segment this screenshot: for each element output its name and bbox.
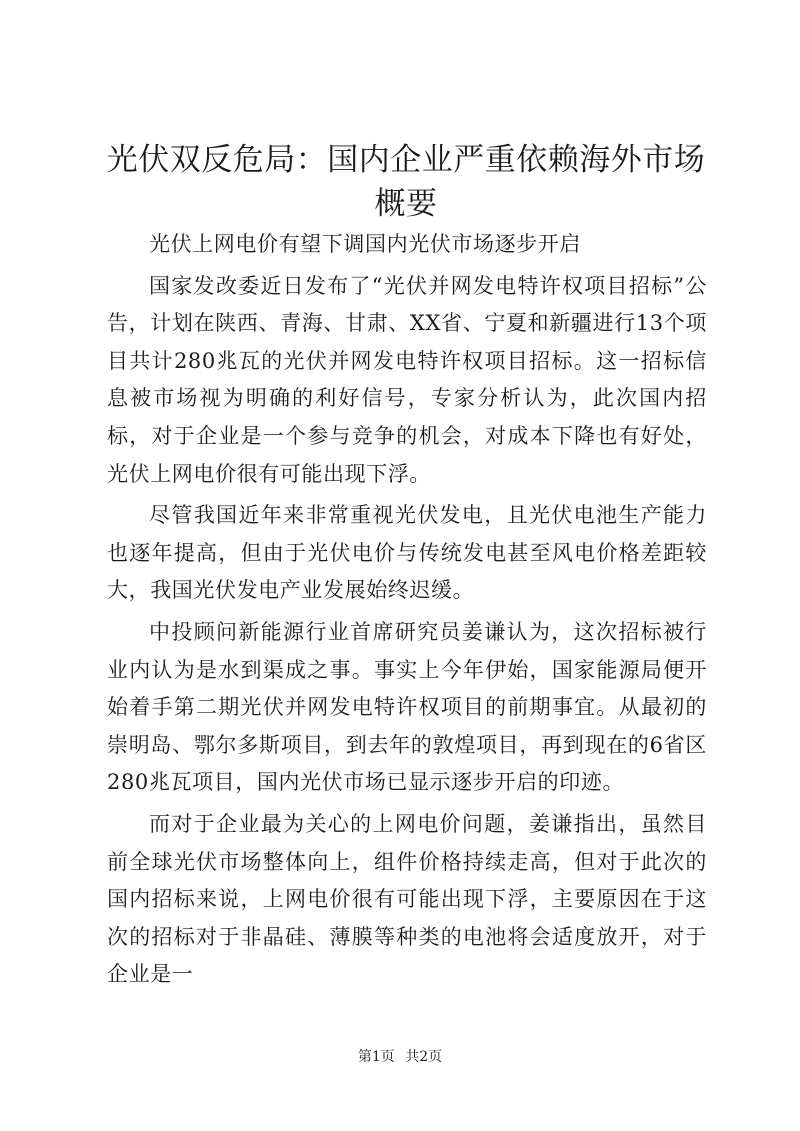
- body-paragraph: 中投顾问新能源行业首席研究员姜谦认为，这次招标被行业内认为是水到渠成之事。事实上今年伊始，国家能源局便开始着手第二期光伏并网发电特许权项目的前期事宜。从最初的崇明岛、鄂尔多斯项目，到去年的敦煌项目，再到现在的6省区280兆瓦项目，国内光伏市场已显示逐步开启的印迹。: [107, 619, 707, 795]
- page-number: 第1页: [357, 1049, 395, 1065]
- body-paragraph: 国家发改委近日发布了“光伏并网发电特许权项目招标”公告，计划在陕西、青海、甘肃、XX省、宁夏和新疆进行13个项目共计280兆瓦的光伏并网发电特许权项目招标。这一招标信息被市场视为明确的利好信号，专家分析认为，此次国内招标，对于企业是一个参与竞争的机会，对成本下降也有好处，光伏上网电价很有可能出现下浮。: [107, 273, 707, 486]
- document-title: 光伏双反危局：国内企业严重依赖海外市场概要: [106, 142, 706, 222]
- document-body: [107, 226, 707, 998]
- page-footer: [0, 1046, 800, 1066]
- subheading-paragraph: 光伏上网电价有望下调国内光伏市场逐步开启: [149, 232, 581, 256]
- body-paragraph: 而对于企业最为关心的上网电价问题，姜谦指出，虽然目前全球光伏市场整体向上，组件价格持续走高，但对于此次的国内招标来说，上网电价很有可能出现下浮，主要原因在于这次的招标对于非晶硅、薄膜等种类的电池将会适度放开，对于企业是一: [107, 811, 707, 987]
- page-total: 共2页: [405, 1049, 443, 1065]
- body-paragraph: 尽管我国近年来非常重视光伏发电，且光伏电池生产能力也逐年提高，但由于光伏电价与传统发电甚至风电价格差距较大，我国光伏发电产业发展始终迟缓。: [107, 503, 707, 603]
